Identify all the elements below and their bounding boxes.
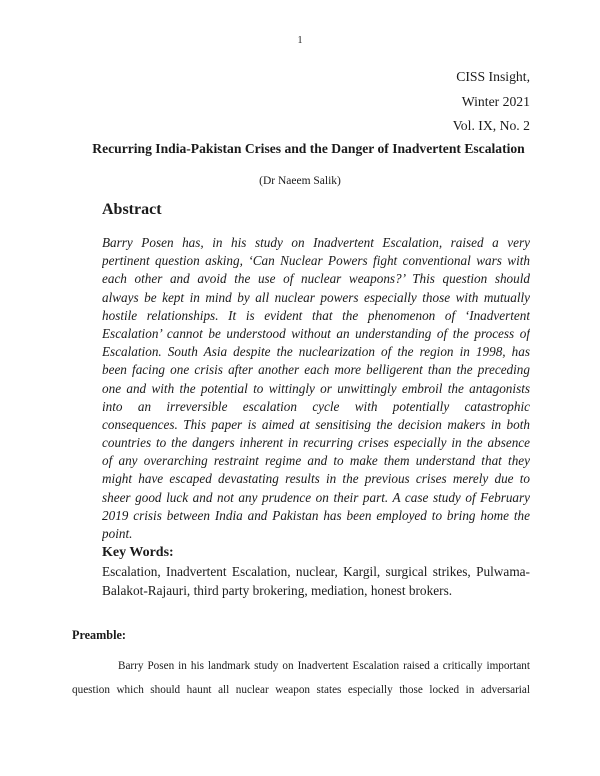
journal-volume: Vol. IX, No. 2: [452, 118, 530, 133]
keywords-line: Balakot-Rajauri, third party brokering, mediation, honest brokers.: [102, 583, 453, 598]
preamble-line: Barry Posen in his landmark study on Inadvertent Escalation raised a critically important: [118, 660, 530, 672]
abstract-line: Escalation’ cannot be understood without an understanding of the process of: [102, 325, 530, 341]
page-number: 1: [297, 35, 303, 46]
abstract-line: into an irreversible escalation cycle with potentially catastrophic: [102, 398, 530, 414]
abstract-line: pertinent question asking, ‘Can Nuclear Powers fight conventional wars with: [102, 253, 530, 269]
keywords-section: [102, 543, 530, 600]
abstract-line: 2019 crisis between India and Pakistan has been employed to bring home the: [102, 507, 530, 523]
abstract-line: sheer good luck and not any prudence on their part. A case study of February: [102, 489, 530, 505]
preamble-line: question which should haunt all nuclear weapon states especially those locked in adversarial: [72, 684, 530, 696]
preamble-paragraph: [72, 654, 530, 702]
abstract-line: been facing one crisis after another each more belligerent than the preceding: [102, 362, 530, 378]
abstract-line: might have escaped devastating results in the previous crises merely due to: [102, 471, 530, 487]
preamble-heading: Preamble:: [72, 628, 126, 642]
abstract-line: each other and avoid the use of nuclear weapons?’ This question should: [102, 271, 530, 287]
abstract-line: Barry Posen has, in his study on Inadvertent Escalation, raised a very: [102, 235, 530, 250]
abstract-line: hostile relationships. It is evident that the phenomenon of ‘Inadvertent: [102, 307, 530, 323]
abstract-paragraph: [102, 234, 530, 543]
paper-title: Recurring India-Pakistan Crises and the Danger of Inadvertent Escalation: [92, 141, 525, 156]
keywords-line: Escalation, Inadvertent Escalation, nuclear, Kargil, surgical strikes, Pulwama-: [102, 564, 530, 579]
abstract-line: consequences. This paper is aimed at sensitising the decision makers in both: [102, 416, 530, 432]
journal-name: CISS Insight,: [456, 69, 530, 84]
keywords-heading: Key Words:: [102, 545, 174, 560]
abstract-line: point.: [102, 526, 133, 541]
author-name: (Dr Naeem Salik): [259, 175, 341, 187]
abstract-heading: Abstract: [102, 201, 162, 218]
abstract-line: always be kept in mind by all nuclear powers especially those with mutually: [102, 289, 530, 305]
abstract-line: Escalation. South Asia despite the nuclearization of the region in 1998, has: [102, 344, 530, 360]
journal-info: [453, 65, 530, 139]
abstract-line: countries to the dangers inherent in recurring crises especially in the absence: [102, 435, 530, 451]
journal-issue: Winter 2021: [461, 93, 530, 109]
abstract-line: one and with the potential to wittingly or unwittingly embroil the antagonists: [102, 380, 530, 396]
abstract-line: of any overarching restraint regime and to make them understand that they: [102, 453, 530, 469]
